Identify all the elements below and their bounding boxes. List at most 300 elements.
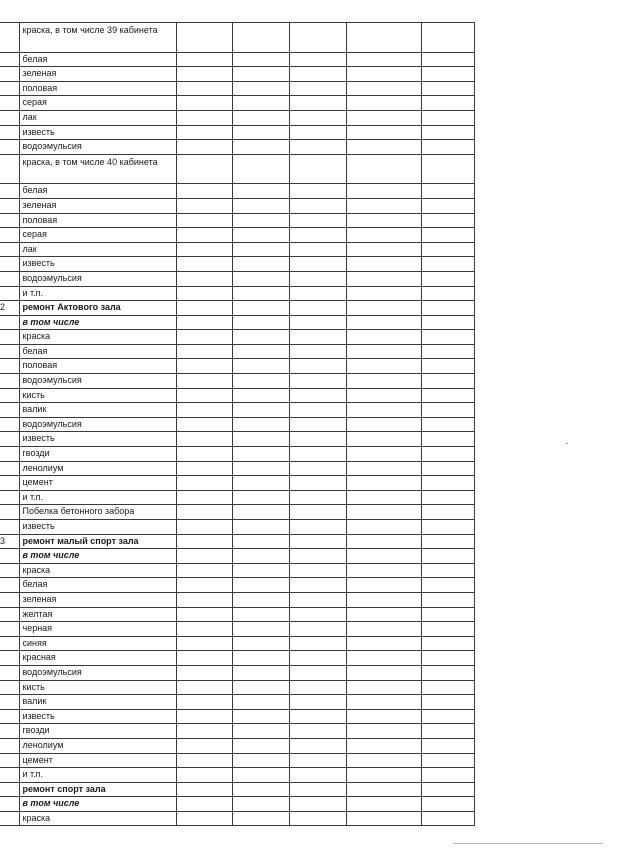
empty-value-cell xyxy=(289,140,346,155)
empty-value-cell xyxy=(346,432,421,447)
empty-value-cell xyxy=(421,67,474,82)
empty-value-cell xyxy=(346,447,421,462)
item-label-cell: зеленая xyxy=(19,198,176,213)
empty-value-cell xyxy=(232,96,289,111)
item-label-cell: ремонт малый спорт зала xyxy=(19,534,176,549)
empty-value-cell xyxy=(232,768,289,783)
empty-value-cell xyxy=(421,680,474,695)
empty-value-cell xyxy=(346,23,421,53)
table-row xyxy=(0,67,474,82)
row-number-cell xyxy=(0,563,19,578)
empty-value-cell xyxy=(421,417,474,432)
empty-value-cell xyxy=(346,665,421,680)
empty-value-cell xyxy=(289,724,346,739)
empty-value-cell xyxy=(176,753,232,768)
row-number-cell xyxy=(0,768,19,783)
empty-value-cell xyxy=(289,301,346,316)
empty-value-cell xyxy=(176,432,232,447)
row-number-cell xyxy=(0,490,19,505)
item-label-cell: синяя xyxy=(19,636,176,651)
empty-value-cell xyxy=(176,257,232,272)
item-label-cell: краска xyxy=(19,330,176,345)
item-label-cell: краска, в том числе 40 кабинета xyxy=(19,154,176,184)
empty-value-cell xyxy=(176,768,232,783)
table-row xyxy=(0,154,474,184)
item-label-cell: белая xyxy=(19,184,176,199)
empty-value-cell xyxy=(289,622,346,637)
item-label-cell: водоэмульсия xyxy=(19,140,176,155)
table-row xyxy=(0,110,474,125)
empty-value-cell xyxy=(176,534,232,549)
item-label-cell: ленолиум xyxy=(19,738,176,753)
empty-value-cell xyxy=(421,811,474,826)
row-number-cell xyxy=(0,782,19,797)
table-row xyxy=(0,447,474,462)
item-label-cell: лак xyxy=(19,110,176,125)
empty-value-cell xyxy=(346,476,421,491)
row-number-cell: 2 xyxy=(0,301,19,316)
empty-value-cell xyxy=(346,549,421,564)
item-label-cell: и т.п. xyxy=(19,768,176,783)
item-label-cell: известь xyxy=(19,125,176,140)
empty-value-cell xyxy=(346,125,421,140)
row-number-cell xyxy=(0,665,19,680)
item-label-cell: серая xyxy=(19,228,176,243)
empty-value-cell xyxy=(346,301,421,316)
empty-value-cell xyxy=(232,520,289,535)
item-label-cell: известь xyxy=(19,432,176,447)
empty-value-cell xyxy=(232,213,289,228)
item-label-cell: зеленая xyxy=(19,592,176,607)
table-row xyxy=(0,140,474,155)
item-label-cell: известь xyxy=(19,257,176,272)
empty-value-cell xyxy=(232,359,289,374)
item-label-cell: и т.п. xyxy=(19,490,176,505)
empty-value-cell xyxy=(176,665,232,680)
item-label-cell: белая xyxy=(19,344,176,359)
empty-value-cell xyxy=(232,432,289,447)
empty-value-cell xyxy=(346,330,421,345)
empty-value-cell xyxy=(232,811,289,826)
empty-value-cell xyxy=(289,768,346,783)
row-number-cell xyxy=(0,520,19,535)
empty-value-cell xyxy=(421,301,474,316)
empty-value-cell xyxy=(346,520,421,535)
empty-value-cell xyxy=(346,636,421,651)
empty-value-cell xyxy=(289,563,346,578)
empty-value-cell xyxy=(346,403,421,418)
empty-value-cell xyxy=(176,154,232,184)
empty-value-cell xyxy=(421,592,474,607)
table-row xyxy=(0,665,474,680)
item-label-cell: известь xyxy=(19,709,176,724)
empty-value-cell xyxy=(346,651,421,666)
table-row xyxy=(0,651,474,666)
row-number-cell xyxy=(0,622,19,637)
empty-value-cell xyxy=(421,198,474,213)
empty-value-cell xyxy=(421,563,474,578)
item-label-cell: водоэмульсия xyxy=(19,665,176,680)
empty-value-cell xyxy=(421,330,474,345)
empty-value-cell xyxy=(421,359,474,374)
empty-value-cell xyxy=(421,344,474,359)
scan-speck xyxy=(566,443,568,444)
item-label-cell: краска, в том числе 39 кабинета xyxy=(19,23,176,53)
empty-value-cell xyxy=(346,417,421,432)
empty-value-cell xyxy=(232,315,289,330)
empty-value-cell xyxy=(176,301,232,316)
empty-value-cell xyxy=(232,563,289,578)
empty-value-cell xyxy=(176,724,232,739)
table-row xyxy=(0,709,474,724)
empty-value-cell xyxy=(346,797,421,812)
empty-value-cell xyxy=(421,665,474,680)
table-row xyxy=(0,592,474,607)
row-number-cell xyxy=(0,67,19,82)
empty-value-cell xyxy=(289,476,346,491)
empty-value-cell xyxy=(421,154,474,184)
table-row xyxy=(0,782,474,797)
item-label-cell: цемент xyxy=(19,753,176,768)
empty-value-cell xyxy=(346,67,421,82)
empty-value-cell xyxy=(289,96,346,111)
empty-value-cell xyxy=(176,417,232,432)
table-row xyxy=(0,476,474,491)
table-row xyxy=(0,301,474,316)
empty-value-cell xyxy=(346,198,421,213)
empty-value-cell xyxy=(421,797,474,812)
empty-value-cell xyxy=(176,125,232,140)
empty-value-cell xyxy=(346,607,421,622)
empty-value-cell xyxy=(421,23,474,53)
row-number-cell xyxy=(0,198,19,213)
row-number-cell xyxy=(0,432,19,447)
empty-value-cell xyxy=(289,213,346,228)
empty-value-cell xyxy=(232,271,289,286)
item-label-cell: известь xyxy=(19,520,176,535)
empty-value-cell xyxy=(176,505,232,520)
empty-value-cell xyxy=(346,271,421,286)
empty-value-cell xyxy=(176,140,232,155)
empty-value-cell xyxy=(176,563,232,578)
empty-value-cell xyxy=(289,811,346,826)
row-number-cell xyxy=(0,228,19,243)
row-number-cell xyxy=(0,403,19,418)
empty-value-cell xyxy=(289,520,346,535)
empty-value-cell xyxy=(232,695,289,710)
empty-value-cell xyxy=(289,607,346,622)
empty-value-cell xyxy=(176,447,232,462)
row-number-cell xyxy=(0,578,19,593)
empty-value-cell xyxy=(289,578,346,593)
empty-value-cell xyxy=(176,592,232,607)
empty-value-cell xyxy=(346,461,421,476)
empty-value-cell xyxy=(346,709,421,724)
row-number-cell xyxy=(0,96,19,111)
empty-value-cell xyxy=(289,257,346,272)
empty-value-cell xyxy=(232,125,289,140)
row-number-cell xyxy=(0,709,19,724)
empty-value-cell xyxy=(232,286,289,301)
empty-value-cell xyxy=(176,271,232,286)
empty-value-cell xyxy=(176,680,232,695)
row-number-cell xyxy=(0,680,19,695)
empty-value-cell xyxy=(421,461,474,476)
empty-value-cell xyxy=(176,695,232,710)
empty-value-cell xyxy=(289,461,346,476)
row-number-cell xyxy=(0,110,19,125)
row-number-cell xyxy=(0,636,19,651)
empty-value-cell xyxy=(232,797,289,812)
table-row xyxy=(0,213,474,228)
table-row xyxy=(0,811,474,826)
row-number-cell xyxy=(0,125,19,140)
empty-value-cell xyxy=(421,578,474,593)
empty-value-cell xyxy=(421,782,474,797)
empty-value-cell xyxy=(176,198,232,213)
empty-value-cell xyxy=(421,490,474,505)
row-number-cell xyxy=(0,286,19,301)
table-row xyxy=(0,81,474,96)
empty-value-cell xyxy=(232,592,289,607)
empty-value-cell xyxy=(232,403,289,418)
table-row xyxy=(0,520,474,535)
item-label-cell: зеленая xyxy=(19,67,176,82)
empty-value-cell xyxy=(176,651,232,666)
materials-table xyxy=(0,22,475,826)
empty-value-cell xyxy=(421,607,474,622)
empty-value-cell xyxy=(421,257,474,272)
item-label-cell: цемент xyxy=(19,476,176,491)
empty-value-cell xyxy=(346,140,421,155)
empty-value-cell xyxy=(232,301,289,316)
item-label-cell: черная xyxy=(19,622,176,637)
empty-value-cell xyxy=(289,505,346,520)
empty-value-cell xyxy=(289,665,346,680)
empty-value-cell xyxy=(421,651,474,666)
empty-value-cell xyxy=(289,67,346,82)
item-label-cell: половая xyxy=(19,213,176,228)
empty-value-cell xyxy=(289,388,346,403)
table-row xyxy=(0,695,474,710)
table-row xyxy=(0,271,474,286)
empty-value-cell xyxy=(421,213,474,228)
empty-value-cell xyxy=(176,490,232,505)
empty-value-cell xyxy=(176,549,232,564)
empty-value-cell xyxy=(346,753,421,768)
empty-value-cell xyxy=(289,534,346,549)
empty-value-cell xyxy=(289,592,346,607)
row-number-cell xyxy=(0,52,19,67)
empty-value-cell xyxy=(176,67,232,82)
item-label-cell: серая xyxy=(19,96,176,111)
empty-value-cell xyxy=(421,388,474,403)
row-number-cell xyxy=(0,461,19,476)
empty-value-cell xyxy=(232,549,289,564)
empty-value-cell xyxy=(421,286,474,301)
item-label-cell: желтая xyxy=(19,607,176,622)
table-row xyxy=(0,563,474,578)
item-label-cell: гвозди xyxy=(19,724,176,739)
table-row xyxy=(0,680,474,695)
empty-value-cell xyxy=(346,81,421,96)
empty-value-cell xyxy=(232,476,289,491)
item-label-cell: водоэмульсия xyxy=(19,271,176,286)
empty-value-cell xyxy=(232,228,289,243)
empty-value-cell xyxy=(346,695,421,710)
empty-value-cell xyxy=(421,695,474,710)
item-label-cell: белая xyxy=(19,52,176,67)
empty-value-cell xyxy=(232,738,289,753)
row-number-cell xyxy=(0,242,19,257)
empty-value-cell xyxy=(176,461,232,476)
item-label-cell: кисть xyxy=(19,680,176,695)
empty-value-cell xyxy=(289,797,346,812)
empty-value-cell xyxy=(176,23,232,53)
row-number-cell xyxy=(0,184,19,199)
empty-value-cell xyxy=(232,81,289,96)
row-number-cell xyxy=(0,549,19,564)
table-row xyxy=(0,578,474,593)
table-row xyxy=(0,344,474,359)
empty-value-cell xyxy=(289,315,346,330)
empty-value-cell xyxy=(176,184,232,199)
empty-value-cell xyxy=(289,417,346,432)
empty-value-cell xyxy=(289,359,346,374)
empty-value-cell xyxy=(289,447,346,462)
table-row xyxy=(0,242,474,257)
empty-value-cell xyxy=(421,140,474,155)
empty-value-cell xyxy=(421,125,474,140)
row-number-cell xyxy=(0,257,19,272)
empty-value-cell xyxy=(421,228,474,243)
table-row xyxy=(0,257,474,272)
row-number-cell xyxy=(0,592,19,607)
table-row xyxy=(0,490,474,505)
empty-value-cell xyxy=(421,96,474,111)
empty-value-cell xyxy=(346,213,421,228)
empty-value-cell xyxy=(232,344,289,359)
item-label-cell: водоэмульсия xyxy=(19,417,176,432)
empty-value-cell xyxy=(232,490,289,505)
empty-value-cell xyxy=(346,96,421,111)
row-number-cell xyxy=(0,140,19,155)
empty-value-cell xyxy=(421,52,474,67)
empty-value-cell xyxy=(289,738,346,753)
empty-value-cell xyxy=(421,271,474,286)
empty-value-cell xyxy=(289,271,346,286)
item-label-cell: в том числе xyxy=(19,797,176,812)
empty-value-cell xyxy=(289,52,346,67)
empty-value-cell xyxy=(421,709,474,724)
document-sheet xyxy=(0,22,618,840)
row-number-cell xyxy=(0,651,19,666)
empty-value-cell xyxy=(346,184,421,199)
row-number-cell: 3 xyxy=(0,534,19,549)
empty-value-cell xyxy=(176,96,232,111)
empty-value-cell xyxy=(289,23,346,53)
row-number-cell xyxy=(0,447,19,462)
empty-value-cell xyxy=(232,622,289,637)
empty-value-cell xyxy=(232,67,289,82)
empty-value-cell xyxy=(232,52,289,67)
item-label-cell: в том числе xyxy=(19,549,176,564)
empty-value-cell xyxy=(346,592,421,607)
table-row xyxy=(0,607,474,622)
empty-value-cell xyxy=(289,125,346,140)
empty-value-cell xyxy=(346,315,421,330)
empty-value-cell xyxy=(232,753,289,768)
empty-value-cell xyxy=(232,636,289,651)
empty-value-cell xyxy=(232,578,289,593)
empty-value-cell xyxy=(289,680,346,695)
empty-value-cell xyxy=(176,578,232,593)
empty-value-cell xyxy=(176,330,232,345)
empty-value-cell xyxy=(232,534,289,549)
table-row xyxy=(0,622,474,637)
table-row xyxy=(0,184,474,199)
empty-value-cell xyxy=(346,578,421,593)
table-row xyxy=(0,374,474,389)
empty-value-cell xyxy=(176,52,232,67)
empty-value-cell xyxy=(421,110,474,125)
empty-value-cell xyxy=(176,782,232,797)
table-row xyxy=(0,505,474,520)
empty-value-cell xyxy=(421,476,474,491)
empty-value-cell xyxy=(176,228,232,243)
table-row xyxy=(0,359,474,374)
empty-value-cell xyxy=(421,520,474,535)
empty-value-cell xyxy=(232,198,289,213)
empty-value-cell xyxy=(346,154,421,184)
empty-value-cell xyxy=(346,563,421,578)
empty-value-cell xyxy=(232,782,289,797)
empty-value-cell xyxy=(176,344,232,359)
empty-value-cell xyxy=(346,374,421,389)
empty-value-cell xyxy=(232,724,289,739)
empty-value-cell xyxy=(176,374,232,389)
empty-value-cell xyxy=(346,768,421,783)
row-number-cell xyxy=(0,753,19,768)
empty-value-cell xyxy=(232,388,289,403)
empty-value-cell xyxy=(421,768,474,783)
empty-value-cell xyxy=(289,403,346,418)
empty-value-cell xyxy=(421,505,474,520)
empty-value-cell xyxy=(346,490,421,505)
empty-value-cell xyxy=(176,811,232,826)
item-label-cell: краска xyxy=(19,811,176,826)
item-label-cell: водоэмульсия xyxy=(19,374,176,389)
item-label-cell: половая xyxy=(19,359,176,374)
empty-value-cell xyxy=(421,549,474,564)
row-number-cell xyxy=(0,695,19,710)
row-number-cell xyxy=(0,213,19,228)
table-row xyxy=(0,724,474,739)
empty-value-cell xyxy=(176,622,232,637)
row-number-cell xyxy=(0,476,19,491)
empty-value-cell xyxy=(232,184,289,199)
table-row xyxy=(0,403,474,418)
table-row xyxy=(0,315,474,330)
empty-value-cell xyxy=(289,374,346,389)
empty-value-cell xyxy=(289,490,346,505)
table-row xyxy=(0,636,474,651)
empty-value-cell xyxy=(176,286,232,301)
row-number-cell xyxy=(0,374,19,389)
table-row xyxy=(0,753,474,768)
item-label-cell: Побелка бетонного забора xyxy=(19,505,176,520)
empty-value-cell xyxy=(176,213,232,228)
